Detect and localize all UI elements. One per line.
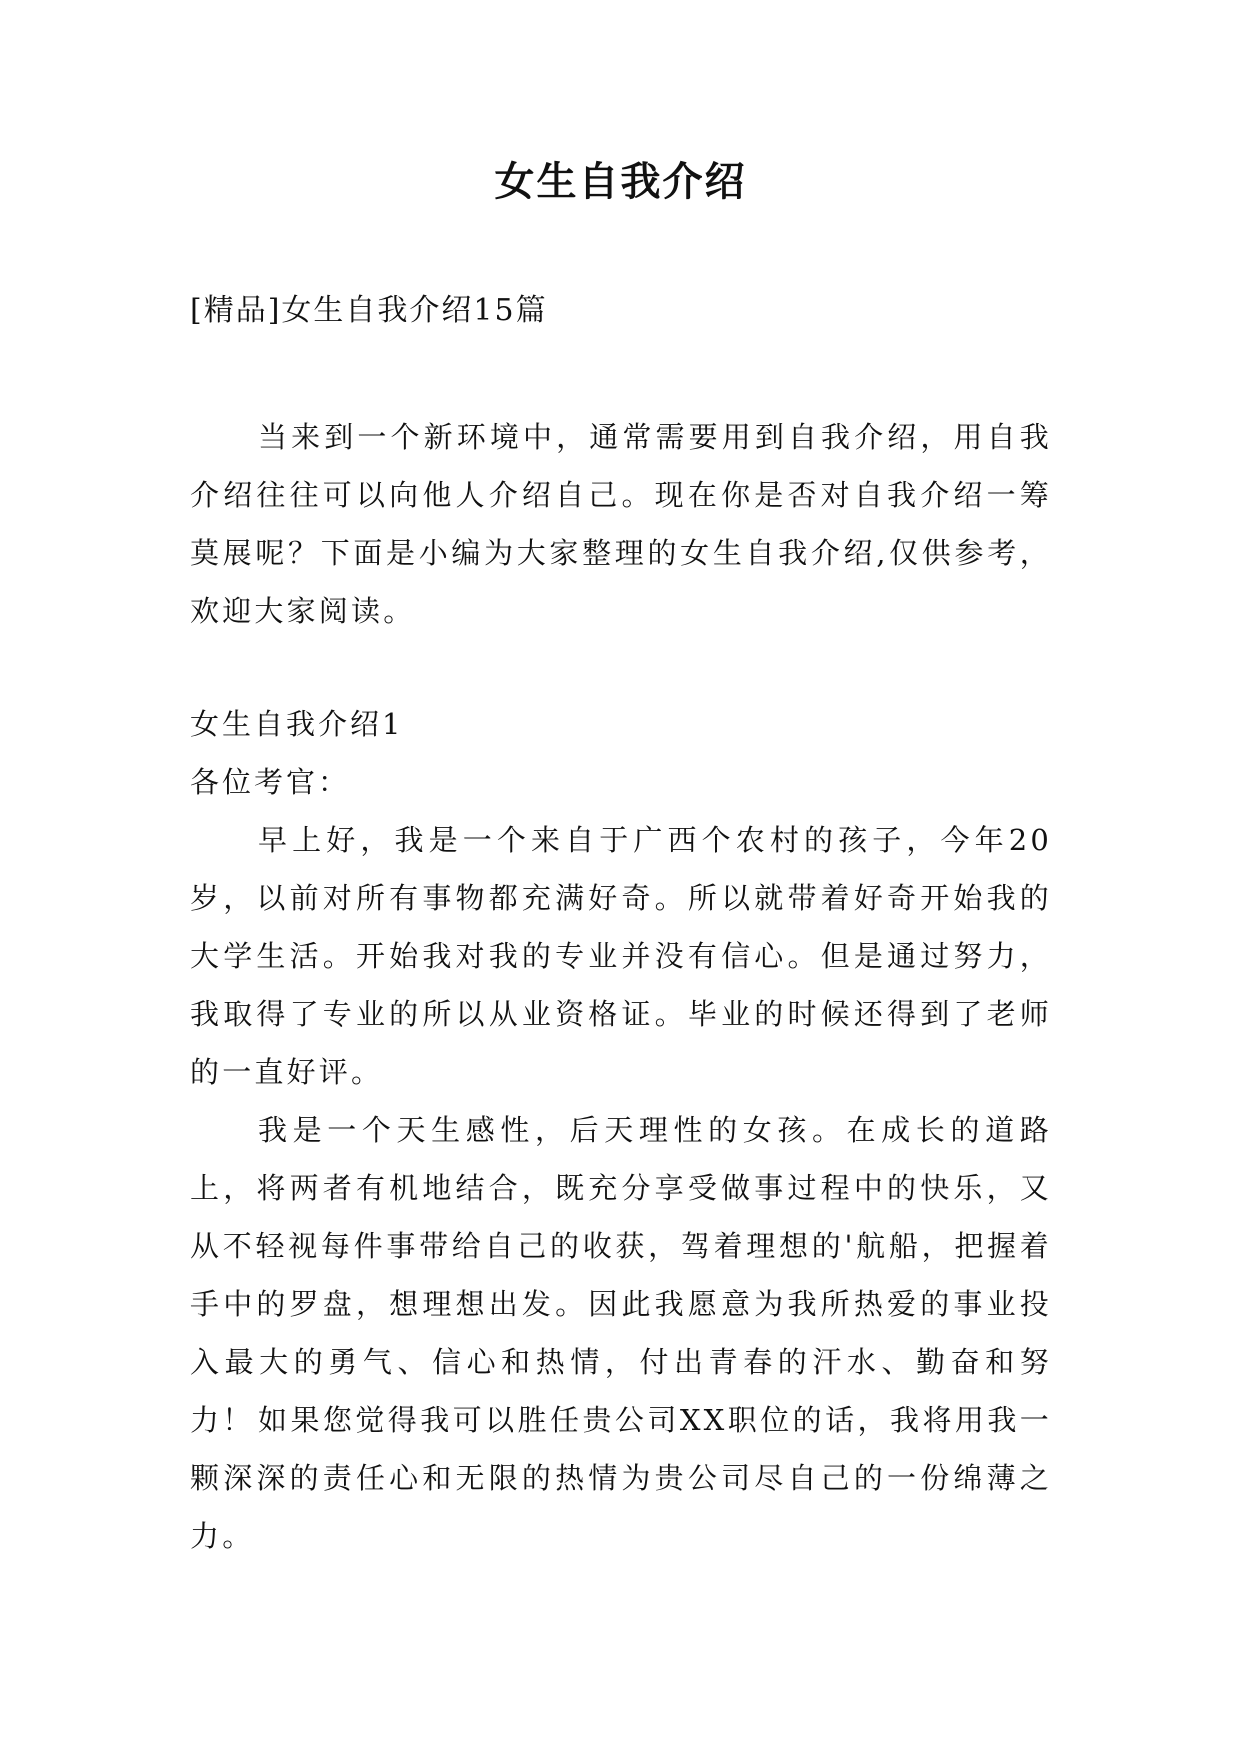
section-heading: 女生自我介绍1 [190,707,404,741]
body-paragraph: 我是一个天生感性，后天理性的女孩。在成长的道路上，将两者有机地结合，既充分享受做事过程中的快乐，又从不轻视每件事带给自己的收获，驾着理想的'航船，把握着手中的罗盘，想理想出发。因此我愿意为我所热爱的事业投入最大的勇气、信心和热情，付出青春的汗水、勤奋和努力！ [190,1113,1052,1437]
document-title: 女生自我介绍 [494,159,747,205]
intro-paragraph: 当来到一个新环境中，通常需要用到自我介绍，用自我介绍往往可以向他人介绍自己。现在你是否对自我介绍一筹莫展呢？下面是小编为大家整理的女生自我介绍,仅供参考，欢迎大家阅读。 [190,420,1052,628]
salutation: 各位考官： [190,765,351,799]
body-paragraph: 早上好，我是一个来自于广西个农村的孩子，今年20岁，以前对所有事物都充满好奇。所以就带着好奇开始我的大学生活。开始我对我的专业并没有信心。但是通过努力，我取得了专业的所以从业资格证。毕业的时候还得到了老师的一直好评。 [190,823,1052,1089]
body-paragraph: 如果您觉得我可以胜任贵公司XX职位的话，我将用我一颗深深的责任心和无限的热情为贵公司尽自己的一份绵薄之力。 [190,1403,1052,1553]
document-subtitle: [精品]女生自我介绍15篇 [190,293,548,328]
